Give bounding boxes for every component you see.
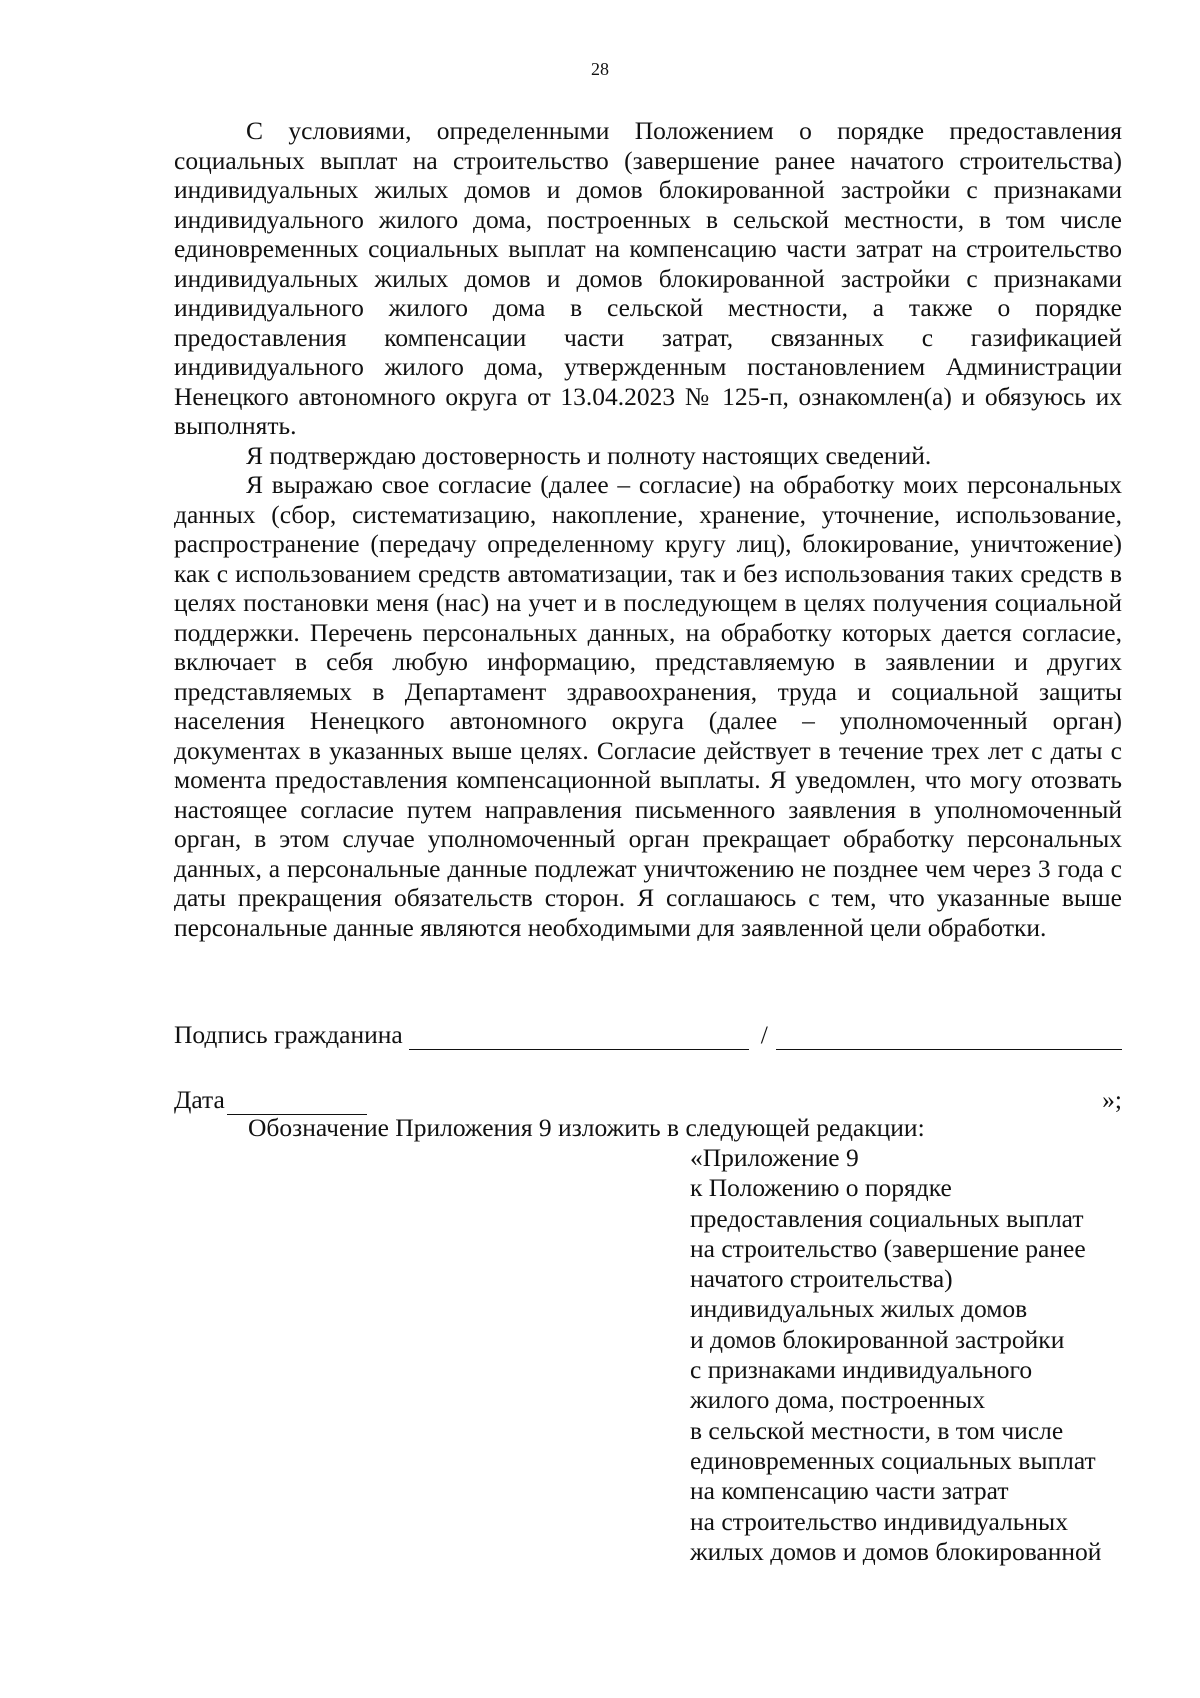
appendix-line: в сельской местности, в том числе — [690, 1415, 1064, 1445]
quote-closing: »; — [1102, 1085, 1122, 1114]
appendix-line: жилого дома, построенных — [690, 1385, 986, 1415]
appendix-line: на компенсацию части затрат — [690, 1476, 1009, 1506]
appendix-line: начатого строительства) — [690, 1264, 953, 1294]
signature-line — [174, 1020, 1122, 1050]
appendix-heading — [690, 1143, 1130, 1567]
body-text — [174, 116, 1122, 942]
appendix-line: на строительство (завершение ранее — [690, 1233, 1086, 1263]
paragraph-conditions: С условиями, определенными Положением о порядке предоставления социальных выплат на строительство (завершение ранее начатого строительства) индивидуальных жилых домов и домов блокированной застройки с признаками индивидуального жилого дома, построенных в сельской местности, в том числе единовременных социальных выплат на компенсацию части затрат на строительство индивидуальных жилых домов и домов блокированной застройки с признаками индивидуального жилого дома в сельской местности, а также о порядке предоставления компенсации части затрат, связанных с газификацией индивидуального жилого дома, утвержденным постановлением Администрации Ненецкого автономного округа от 13.04.2023 № 125-п, ознакомлен(а) и обязуюсь их выполнять. — [174, 116, 1122, 440]
signature-name-blank — [776, 1025, 1122, 1050]
appendix-line: единовременных социальных выплат — [690, 1445, 1096, 1475]
appendix-line: на строительство индивидуальных — [690, 1506, 1068, 1536]
appendix-line: «Приложение 9 — [690, 1143, 859, 1172]
appendix-line: с признаками индивидуального — [690, 1355, 1033, 1385]
appendix-line: жилых домов и домов блокированной — [690, 1536, 1102, 1566]
paragraph-consent: Я выражаю свое согласие (далее – согласие) на обработку моих персональных данных (сбор, систематизацию, накопление, хранение, уточнение, использование, распространение (передачу определенному кругу лиц), блокирование, уничтожение) как с использованием средств автоматизации, так и без использования таких средств в целях постановки меня (нас) на учет и в последующем в целях получения социальной поддержки. Перечень персональных данных, на обработку которых дается согласие, включает в себя любую информацию, представляемую в заявлении и других представляемых в Департамент здравоохранения, труда и социальной защиты населения Ненецкого автономного округа (далее – уполномоченный орган) документах в указанных выше целях. Согласие действует в течение трех лет с даты с момента предоставления компенсационной выплаты. Я уведомлен, что могу отозвать настоящее согласие путем направления письменного заявления в уполномоченный орган, в этом случае уполномоченный орган прекращает обработку персональных данных, а персональные данные подлежат уничтожению не позднее чем через 3 года с даты прекращения обязательств сторон. Я соглашаюсь с тем, что указанные выше персональные данные являются необходимыми для заявленной цели обработки. — [174, 470, 1122, 942]
appendix-line: и домов блокированной застройки — [690, 1324, 1065, 1354]
date-blank — [227, 1090, 367, 1115]
signature-label: Подпись гражданина — [174, 1020, 403, 1049]
date-line — [174, 1085, 1122, 1115]
appendix-line: предоставления социальных выплат — [690, 1203, 1084, 1233]
page-number: 28 — [591, 59, 609, 79]
signature-separator: / — [760, 1020, 768, 1049]
appendix-line: индивидуальных жилых домов — [690, 1294, 1028, 1324]
signature-blank — [409, 1025, 749, 1050]
instruction-text: Обозначение Приложения 9 изложить в следующей редакции: — [248, 1113, 925, 1142]
date-label: Дата — [174, 1085, 225, 1114]
appendix-line: к Положению о порядке — [690, 1173, 952, 1203]
paragraph-confirmation: Я подтверждаю достоверность и полноту настоящих сведений. — [246, 440, 932, 470]
